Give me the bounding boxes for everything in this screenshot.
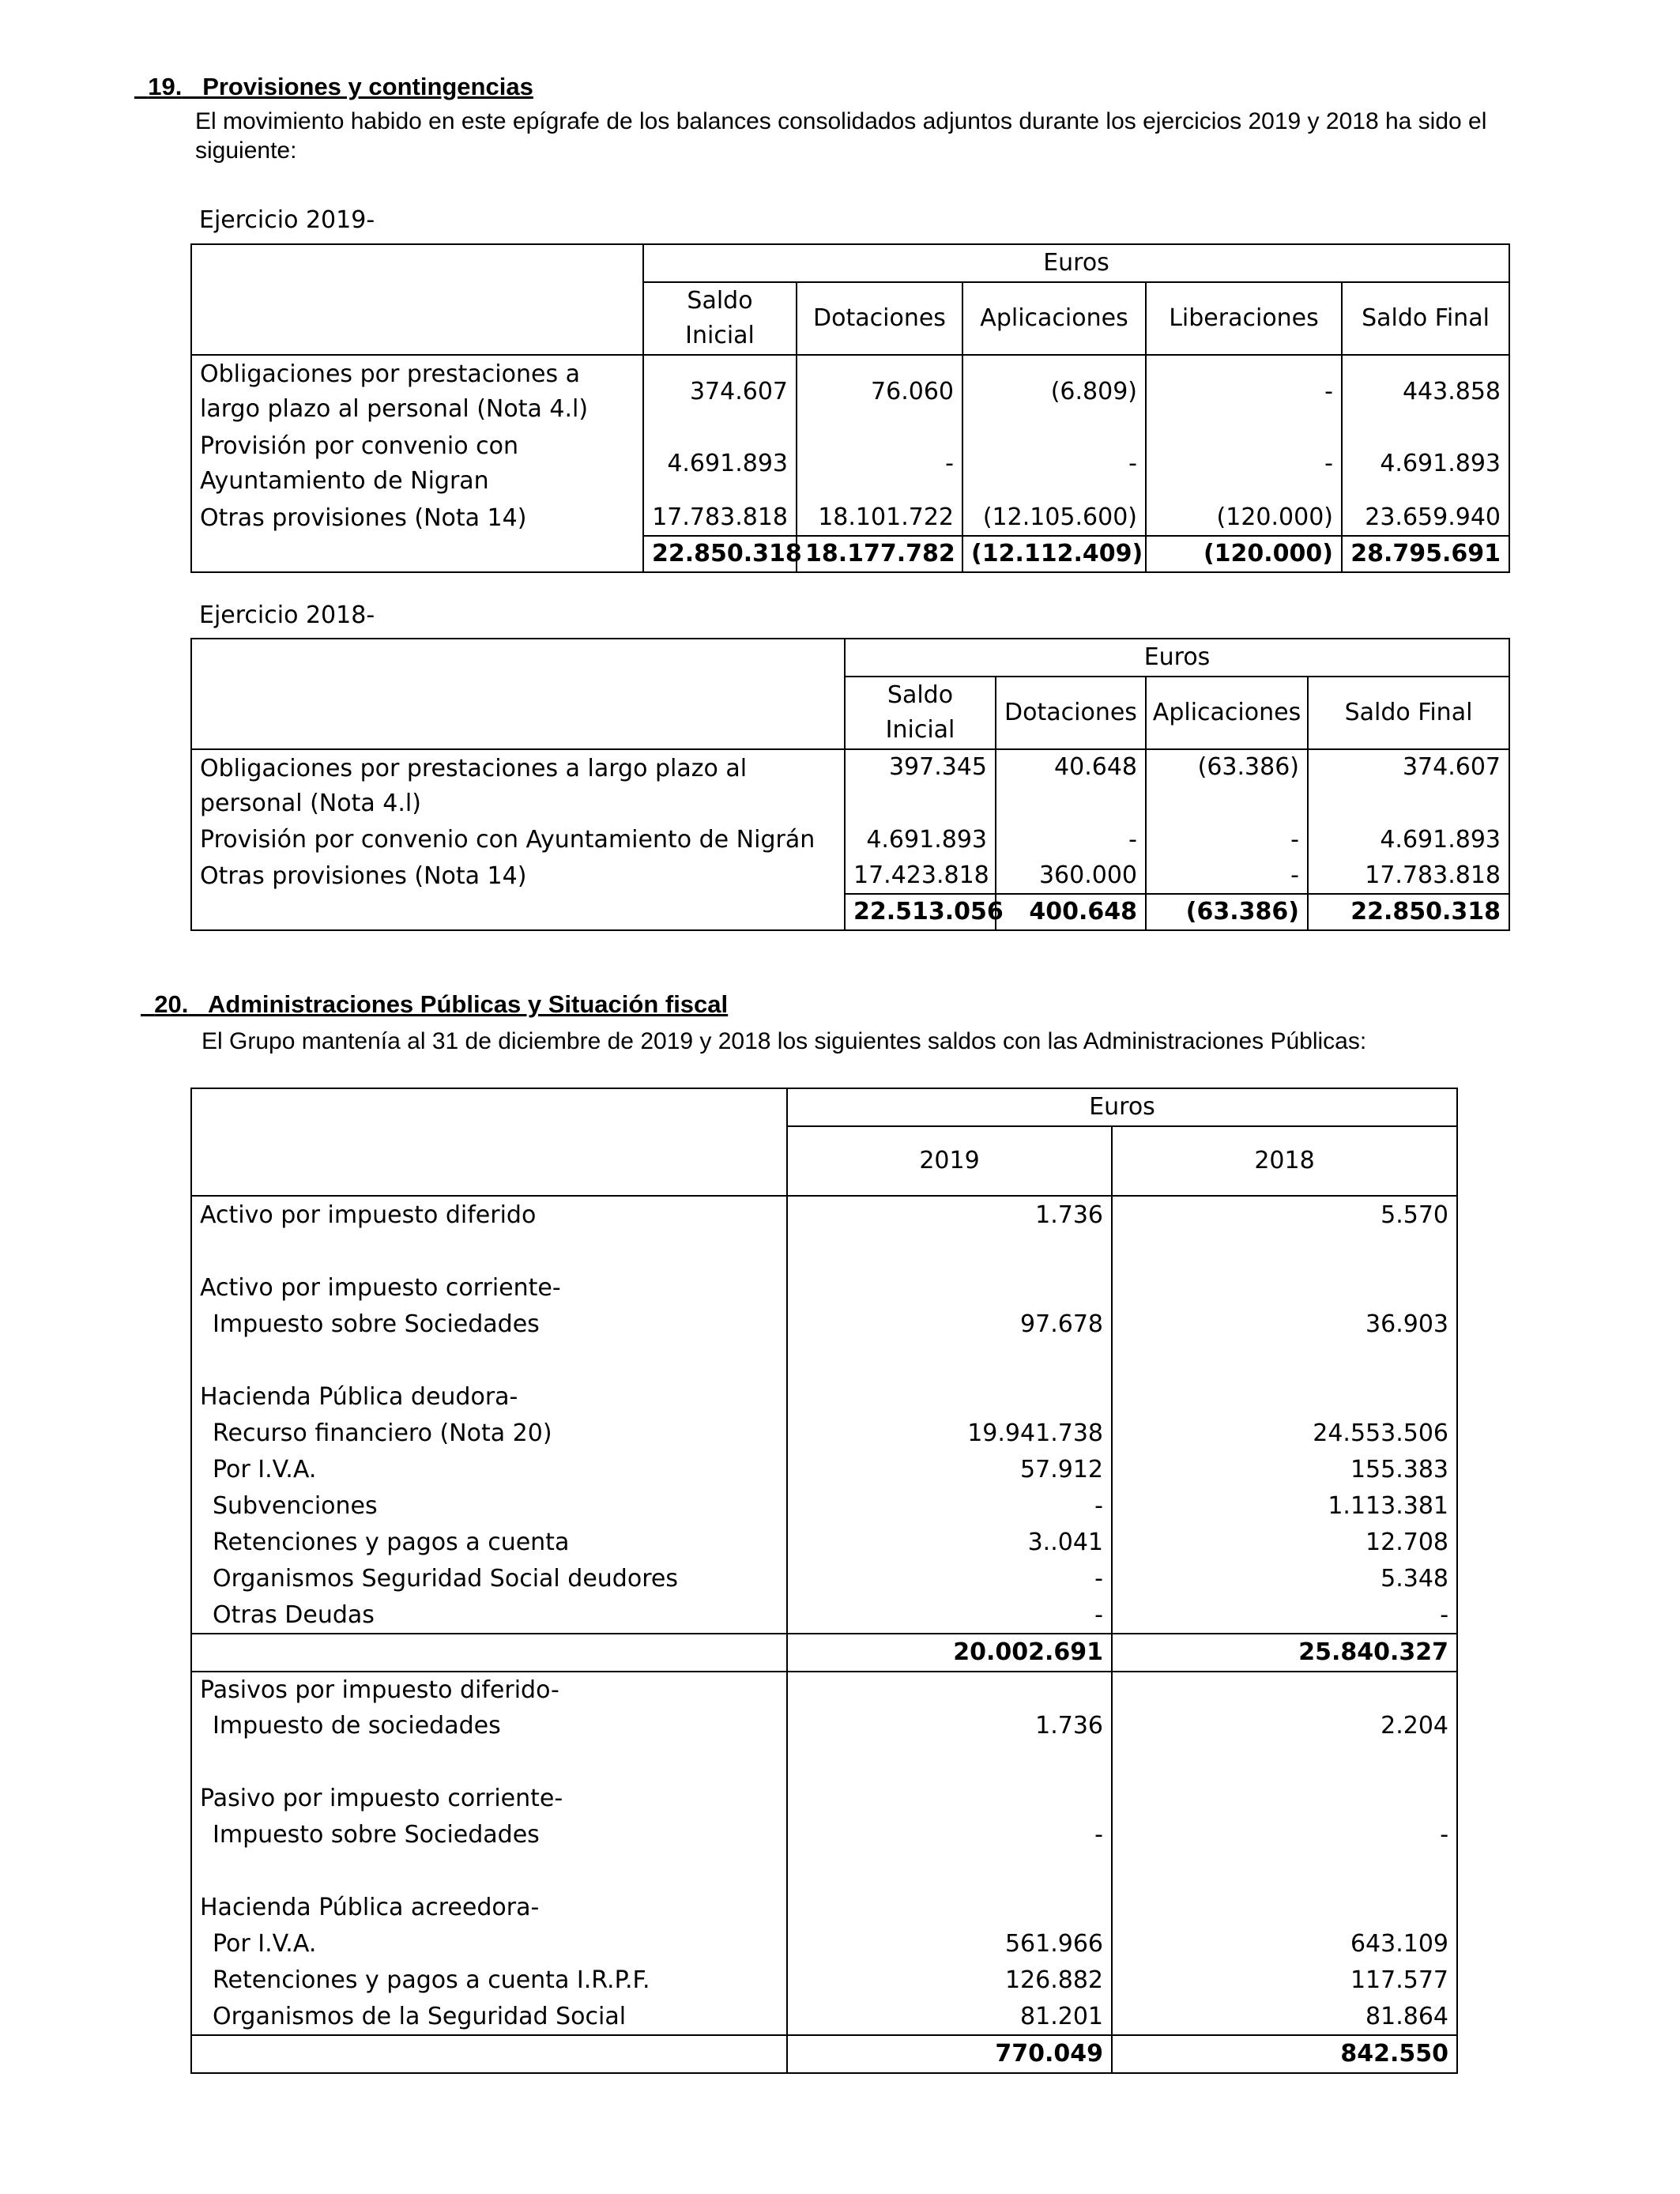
table-row — [191, 1306, 1457, 1343]
column-header: Saldo Inicial — [845, 677, 996, 749]
cell-value: 643.109 — [1112, 1926, 1457, 1962]
group-label: Pasivo por impuesto corriente- — [200, 1785, 563, 1812]
euros-header: Euros — [643, 244, 1509, 282]
cell-value: - — [1112, 1817, 1457, 1853]
cell-value: - — [1146, 858, 1308, 894]
cell-value: 36.903 — [1112, 1306, 1457, 1343]
cell-value: - — [1146, 428, 1342, 500]
public-administrations-table — [190, 1088, 1458, 2074]
table-row — [191, 428, 1509, 500]
cell-value: 3..041 — [787, 1525, 1112, 1561]
cell-value: 4.691.893 — [1342, 428, 1509, 500]
cell-value: 4.691.893 — [1308, 822, 1509, 858]
cell-value: (63.386) — [1146, 749, 1308, 822]
table-row — [191, 1817, 1457, 1853]
cell-value: - — [996, 822, 1146, 858]
table-row — [191, 1561, 1457, 1597]
column-header: Aplicaciones — [1146, 677, 1308, 749]
row-label: Por I.V.A. — [213, 1930, 317, 1958]
group-heading-row — [191, 1781, 1457, 1817]
section-19-heading — [134, 44, 533, 101]
cell-value: 40.648 — [996, 749, 1146, 822]
table-row — [191, 355, 1509, 428]
cell-value: 76.060 — [797, 355, 962, 428]
cell-value: 17.783.818 — [1308, 858, 1509, 894]
totals-row — [191, 2035, 1457, 2073]
table-row — [191, 500, 1509, 536]
header-blank — [191, 639, 845, 749]
cell-value: 12.708 — [1112, 1525, 1457, 1561]
row-label: Provisión por convenio con Ayuntamiento de Nigran — [200, 432, 518, 495]
section-title: Provisiones y contingencias — [202, 73, 533, 100]
header-blank — [191, 244, 643, 355]
cell-value: 4.691.893 — [643, 428, 797, 500]
table-row — [191, 1452, 1457, 1488]
cell-value: 397.345 — [845, 749, 996, 822]
row-label: Por I.V.A. — [213, 1456, 317, 1483]
table-row — [191, 1196, 1457, 1234]
cell-value: 4.691.893 — [845, 822, 996, 858]
row-label: Organismos Seguridad Social deudores — [213, 1565, 678, 1593]
cell-value: (120.000) — [1146, 500, 1342, 536]
section-20-heading — [141, 962, 728, 1019]
row-label: Obligaciones por prestaciones a largo plazo al personal (Nota 4.l) — [200, 360, 589, 423]
total-value: 28.795.691 — [1342, 536, 1509, 572]
group-heading-row — [191, 1379, 1457, 1416]
table-row — [191, 1597, 1457, 1634]
cell-value: 5.348 — [1112, 1561, 1457, 1597]
cell-value: 24.553.506 — [1112, 1416, 1457, 1452]
euros-header: Euros — [787, 1088, 1457, 1126]
cell-value: 81.864 — [1112, 1999, 1457, 2035]
cell-value: 1.113.381 — [1112, 1488, 1457, 1525]
row-label: Retenciones y pagos a cuenta I.R.P.F. — [213, 1966, 650, 1994]
section-19-intro: El movimiento habido en este epígrafe de los balances consolidados adjuntos durante los ejercicios 2019 y 2018 ha sido el siguiente: — [195, 108, 1487, 164]
section-number: 20. — [154, 990, 189, 1018]
total-value: 770.049 — [787, 2035, 1112, 2073]
cell-value: 117.577 — [1112, 1962, 1457, 1999]
row-label: Impuesto de sociedades — [213, 1712, 501, 1740]
total-value: 842.550 — [1112, 2035, 1457, 2073]
column-header: Liberaciones — [1146, 282, 1342, 355]
totals-row — [191, 536, 1509, 572]
total-value: 25.840.327 — [1112, 1634, 1457, 1672]
cell-value: - — [1112, 1597, 1457, 1634]
row-label: Otras provisiones (Nota 14) — [200, 861, 527, 890]
cell-value: - — [962, 428, 1146, 500]
group-label: Hacienda Pública acreedora- — [200, 1894, 540, 1921]
group-heading-row — [191, 1672, 1457, 1708]
cell-value: 561.966 — [787, 1926, 1112, 1962]
row-label: Organismos de la Seguridad Social — [213, 2002, 627, 2030]
table-row — [191, 822, 1509, 858]
column-header-2019: 2019 — [787, 1126, 1112, 1196]
section-20-intro: El Grupo mantenía al 31 de diciembre de 2019 y 2018 los siguientes saldos con las Administraciones Públicas: — [202, 1028, 1367, 1054]
column-header: Saldo Final — [1308, 677, 1509, 749]
cell-value: - — [787, 1561, 1112, 1597]
total-value: 22.850.318 — [643, 536, 797, 572]
table-row — [191, 1416, 1457, 1452]
cell-value: 17.423.818 — [845, 858, 996, 894]
table-row — [191, 1708, 1457, 1744]
provisions-table-2018 — [190, 638, 1510, 931]
column-header: Aplicaciones — [962, 282, 1146, 355]
cell-value: 57.912 — [787, 1452, 1112, 1488]
group-label: Activo por impuesto corriente- — [200, 1274, 561, 1302]
cell-value: 5.570 — [1112, 1196, 1457, 1234]
cell-value: (6.809) — [962, 355, 1146, 428]
euros-header: Euros — [845, 639, 1509, 677]
table-row — [191, 1962, 1457, 1999]
cell-value: - — [797, 428, 962, 500]
column-header: Dotaciones — [797, 282, 962, 355]
total-value: 18.177.782 — [797, 536, 962, 572]
row-label: Recurso financiero (Nota 20) — [213, 1419, 552, 1447]
group-label: Hacienda Pública deudora- — [200, 1383, 518, 1411]
column-header: Saldo Final — [1342, 282, 1509, 355]
header-blank — [191, 1088, 787, 1196]
row-label: Obligaciones por prestaciones a largo plazo al personal (Nota 4.l) — [200, 754, 748, 817]
cell-value: 19.941.738 — [787, 1416, 1112, 1452]
column-header: Dotaciones — [996, 677, 1146, 749]
section-title: Administraciones Públicas y Situación fiscal — [208, 990, 729, 1018]
table-2018-caption: Ejercicio 2018- — [199, 601, 375, 629]
group-label: Pasivos por impuesto diferido- — [200, 1676, 559, 1704]
table-row — [191, 1525, 1457, 1561]
cell-value: 360.000 — [996, 858, 1146, 894]
column-header: Saldo Inicial — [643, 282, 797, 355]
row-label: Otras Deudas — [213, 1600, 375, 1629]
cell-value: 97.678 — [787, 1306, 1112, 1343]
cell-value: 443.858 — [1342, 355, 1509, 428]
cell-value: - — [787, 1488, 1112, 1525]
total-value: 20.002.691 — [787, 1634, 1112, 1672]
row-label: Provisión por convenio con Ayuntamiento de Nigrán — [200, 826, 816, 854]
total-value: 22.513.056 — [845, 894, 996, 930]
row-label: Impuesto sobre Sociedades — [213, 1310, 540, 1338]
cell-value: 374.607 — [1308, 749, 1509, 822]
cell-value: 155.383 — [1112, 1452, 1457, 1488]
cell-value: 1.736 — [787, 1196, 1112, 1234]
group-heading-row — [191, 1270, 1457, 1306]
total-value: (120.000) — [1146, 536, 1342, 572]
total-value: 400.648 — [996, 894, 1146, 930]
table-row — [191, 749, 1509, 822]
row-label: Otras provisiones (Nota 14) — [200, 503, 527, 532]
table-2019-caption: Ejercicio 2019- — [199, 206, 375, 234]
table-row — [191, 1999, 1457, 2035]
cell-value: 18.101.722 — [797, 500, 962, 536]
provisions-table-2019 — [190, 243, 1510, 573]
cell-value: - — [787, 1817, 1112, 1853]
total-value: (63.386) — [1146, 894, 1308, 930]
cell-value: (12.105.600) — [962, 500, 1146, 536]
total-value: 22.850.318 — [1308, 894, 1509, 930]
cell-value: - — [1146, 355, 1342, 428]
cell-value: - — [787, 1597, 1112, 1634]
row-label: Activo por impuesto diferido — [200, 1201, 537, 1229]
totals-row — [191, 1634, 1457, 1672]
cell-value: 81.201 — [787, 1999, 1112, 2035]
cell-value: 126.882 — [787, 1962, 1112, 1999]
cell-value: 2.204 — [1112, 1708, 1457, 1744]
row-label: Retenciones y pagos a cuenta — [213, 1529, 570, 1556]
totals-row — [191, 894, 1509, 930]
row-label: Subvenciones — [213, 1492, 378, 1520]
cell-value: 23.659.940 — [1342, 500, 1509, 536]
row-label: Impuesto sobre Sociedades — [213, 1821, 540, 1849]
total-value: (12.112.409) — [962, 536, 1146, 572]
cell-value: 1.736 — [787, 1708, 1112, 1744]
table-row — [191, 1926, 1457, 1962]
cell-value: 374.607 — [643, 355, 797, 428]
group-heading-row — [191, 1890, 1457, 1926]
section-number: 19. — [148, 73, 183, 100]
table-row — [191, 1488, 1457, 1525]
table-row — [191, 858, 1509, 894]
cell-value: 17.783.818 — [643, 500, 797, 536]
cell-value: - — [1146, 822, 1308, 858]
column-header-2018: 2018 — [1112, 1126, 1457, 1196]
